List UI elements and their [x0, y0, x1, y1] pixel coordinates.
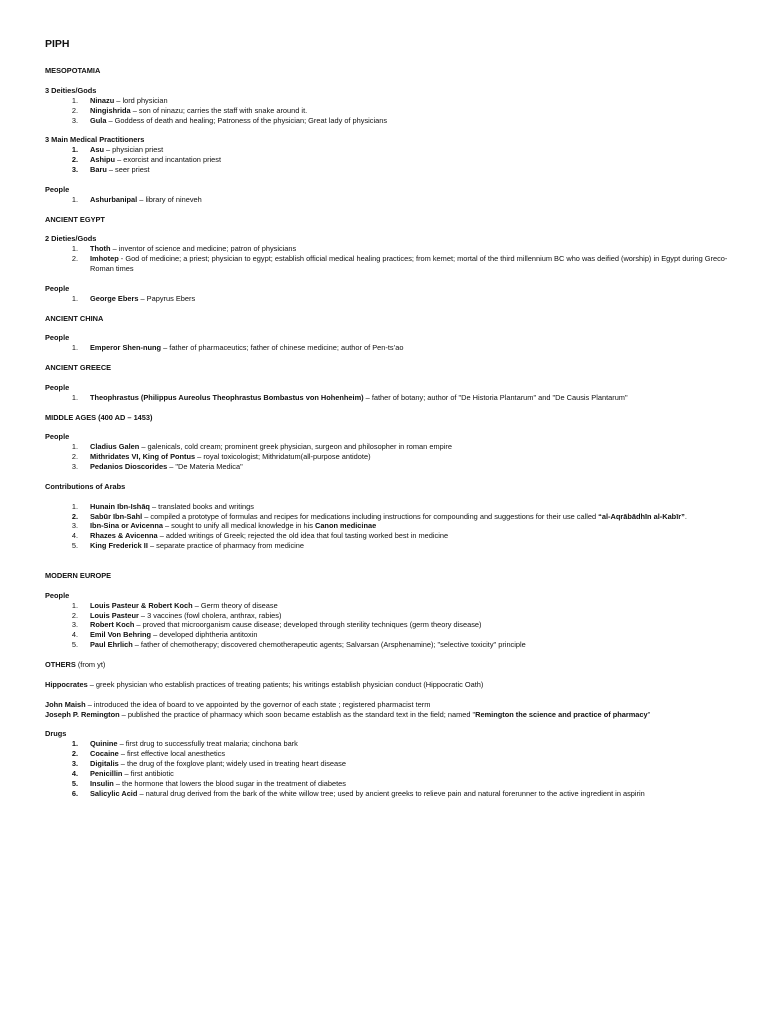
list-number: 1. [71, 244, 78, 254]
subheading: Contributions of Arabs [45, 481, 126, 491]
item-desc: – seer priest [106, 165, 150, 175]
subheading: 3 Main Medical Practitioners [45, 135, 145, 145]
section-heading: MODERN EUROPE [45, 570, 112, 580]
item-emphasis: “al-Aqrābādhīn al-Kabīr” [598, 511, 685, 521]
list [45, 244, 735, 274]
section-heading-line [45, 660, 735, 670]
item-name: Salicylic Acid [90, 788, 138, 798]
list-item-text [90, 521, 735, 531]
list-item-text [90, 195, 735, 205]
item-desc: – physician priest [103, 145, 164, 155]
list-number: 1. [71, 194, 78, 204]
list-item [45, 106, 735, 116]
item-desc: – inventor of science and medicine; patron of physicians [110, 244, 297, 254]
item-name: Asu [90, 145, 104, 155]
list-item [45, 759, 735, 769]
list-number: 2. [71, 105, 78, 115]
list-number: 3. [71, 115, 78, 125]
list-number: 1. [71, 501, 78, 511]
subheading: People [45, 283, 70, 293]
item-name: King Frederick II [90, 541, 148, 551]
list-number: 2. [71, 610, 78, 620]
list-item-text [90, 531, 735, 541]
section-heading: MESOPOTAMIA [45, 66, 101, 75]
list-number: 1. [71, 392, 78, 402]
item-desc: – proved that microorganism cause disease; developed through sterility techniques (germ theory disease) [134, 620, 482, 630]
item-name: Ashurbanipal [90, 194, 138, 204]
list-number: 1. [71, 343, 78, 353]
list-number: 2. [71, 155, 78, 165]
list-item-text [90, 630, 735, 640]
list-item-text [90, 769, 735, 779]
person-desc: – greek physician who establish practices of treating patients; his writings establish physician conduct (Hippocratic Oath) [87, 679, 484, 689]
list-item [45, 601, 735, 611]
heading-note: (from yt) [75, 660, 106, 670]
item-desc: – "De Materia Medica" [167, 462, 243, 472]
list [45, 96, 735, 126]
list-number: 4. [71, 630, 78, 640]
list-item-text [90, 155, 735, 165]
item-name: Gula [90, 115, 107, 125]
item-name: Baru [90, 165, 107, 175]
list-item-text [90, 116, 735, 126]
item-name: Hunain Ibn-Ishāq [90, 501, 150, 511]
list [45, 442, 735, 472]
item-name: Cocaine [90, 749, 119, 759]
item-desc: – added writings of Greek; rejected the old idea that foul tasting worked best in medicine [157, 531, 449, 541]
document-page [45, 38, 735, 799]
item-desc: – royal toxicologist; Mithridatum(all-purpose antidote) [195, 452, 371, 462]
person-name: John Maish [45, 699, 86, 709]
subheading: People [45, 382, 70, 392]
section-middle-ages [45, 413, 735, 571]
list-item-text [90, 244, 735, 254]
list-number: 6. [71, 788, 78, 798]
list-item-text [90, 106, 735, 116]
list-item-text [90, 611, 735, 621]
subheading: 2 Dieties/Gods [45, 234, 97, 244]
document-title: PIPH [45, 38, 70, 50]
list-item-text [90, 254, 735, 274]
item-name: Ashipu [90, 155, 116, 165]
person-desc: – published the practice of pharmacy which soon became establish as the standard text in the field; named " [119, 709, 476, 719]
person-name: Hippocrates [45, 679, 88, 689]
list-number: 1. [71, 739, 78, 749]
list-number: 5. [71, 778, 78, 788]
item-desc: – developed diphtheria antitoxin [151, 630, 258, 640]
list [45, 739, 735, 798]
list-item-text [90, 462, 735, 472]
section-others [45, 660, 735, 799]
section-heading: ANCIENT GREECE [45, 363, 112, 373]
item-name: Insulin [90, 778, 114, 788]
subheading: Drugs [45, 729, 67, 739]
subheading: People [45, 432, 70, 442]
item-name: Ningishrida [90, 105, 131, 115]
list [45, 502, 735, 552]
section-heading: MIDDLE AGES (400 AD – 1453) [45, 412, 153, 422]
section-egypt [45, 215, 735, 314]
item-name: Digitalis [90, 759, 119, 769]
list-item-text [90, 789, 735, 799]
item-name: Paul Ehrlich [90, 640, 133, 650]
item-name: George Ebers [90, 293, 139, 303]
item-desc: - God of medicine; a priest; physician to egypt; establish official medical healing practices; from kemet; mortal of the third millennium BC who was deified (worship) in Egypt during Greco-Roman times [90, 254, 728, 274]
list-item [45, 452, 735, 462]
list-item [45, 393, 735, 403]
item-desc: – galenicals, cold cream; prominent greek physician, surgeon and philosopher in roman empire [139, 442, 452, 452]
list-number: 1. [71, 145, 78, 155]
item-desc: – natural drug derived from the bark of the white willow tree; used by ancient greeks to relieve pain and natural forerunner to the active ingredient in aspirin [137, 788, 645, 798]
list-item [45, 343, 735, 353]
subheading: People [45, 184, 70, 194]
item-desc: – translated books and writings [149, 501, 254, 511]
subheading: People [45, 333, 70, 343]
item-desc: – first antibiotic [122, 769, 174, 779]
list-number: 3. [71, 521, 78, 531]
list-number: 3. [71, 759, 78, 769]
list-item-text [90, 145, 735, 155]
list-item [45, 640, 735, 650]
list-item [45, 116, 735, 126]
item-name: Imhotep [90, 254, 119, 264]
item-name: Robert Koch [90, 620, 135, 630]
list-number: 2. [71, 749, 78, 759]
list-item [45, 96, 735, 106]
item-desc: – the hormone that lowers the blood sugar in the treatment of diabetes [113, 778, 346, 788]
book-title: Remington the science and practice of pharmacy [475, 709, 648, 719]
section-china [45, 314, 735, 364]
list-item [45, 512, 735, 522]
list-item [45, 739, 735, 749]
item-emphasis: Canon medicinae [314, 521, 377, 531]
item-desc: – son of ninazu; carries the staff with snake around it. [130, 105, 308, 115]
list-item [45, 769, 735, 779]
list-number: 1. [71, 442, 78, 452]
list-item [45, 531, 735, 541]
item-desc: – Germ theory of disease [192, 600, 278, 610]
list-item [45, 294, 735, 304]
list-item [45, 244, 735, 254]
list-item-text [90, 452, 735, 462]
section-heading: ANCIENT CHINA [45, 313, 104, 323]
list-item-text [90, 779, 735, 789]
list-number: 2. [71, 511, 78, 521]
list-item-text [90, 620, 735, 630]
list-item-text [90, 512, 735, 522]
list-item [45, 521, 735, 531]
item-name: Quinine [90, 739, 118, 749]
list-item-text [90, 393, 735, 403]
section-heading: ANCIENT EGYPT [45, 214, 105, 224]
list-item-text [90, 165, 735, 175]
section-greece [45, 363, 735, 413]
item-tail: . [684, 511, 687, 521]
list-item [45, 620, 735, 630]
paragraph-remington [45, 710, 735, 720]
item-name: Penicillin [90, 769, 123, 779]
item-name: Emperor Shen-nung [90, 343, 162, 353]
list [45, 294, 735, 304]
item-desc: – Goddess of death and healing; Patroness of the physician; Great lady of physicians [106, 115, 388, 125]
item-desc: – lord physician [114, 95, 168, 105]
list-item [45, 749, 735, 759]
list-item [45, 442, 735, 452]
item-name: Pedanios Dioscorides [90, 462, 168, 472]
item-desc: – compiled a prototype of formulas and recipes for medications including instructions for compounding and suggestions for their use called [142, 511, 599, 521]
list-item-text [90, 601, 735, 611]
person-desc: – introduced the idea of board to ve appointed by the governor of each state ; registered pharmacist term [85, 699, 431, 709]
item-desc: – the drug of the foxglove plant; widely used in treating heart disease [118, 759, 346, 769]
list [45, 343, 735, 353]
list-item-text [90, 739, 735, 749]
list-item [45, 254, 735, 274]
list-item [45, 789, 735, 799]
list-item [45, 541, 735, 551]
paragraph-maish [45, 700, 735, 710]
item-desc: – father of pharmaceutics; father of chinese medicine; author of Pen-ts’ao [161, 343, 404, 353]
list-item-text [90, 294, 735, 304]
item-desc: – father of chemotherapy; discovered chemotherapeutic agents; Salvarsan (Arsphenamine); "selective toxicity" principle [132, 640, 526, 650]
list-item-text [90, 96, 735, 106]
item-desc: – 3 vaccines (fowl cholera, anthrax, rabies) [138, 610, 282, 620]
list-number: 2. [71, 254, 78, 264]
item-name: Emil Von Behring [90, 630, 152, 640]
list-item [45, 165, 735, 175]
closing-quote: " [647, 709, 651, 719]
list-item [45, 155, 735, 165]
subheading: 3 Deities/Gods [45, 85, 97, 95]
item-name: Rhazes & Avicenna [90, 531, 158, 541]
item-desc: – library of nineveh [137, 194, 202, 204]
item-name: Theophrastus (Philippus Aureolus Theophrastus Bombastus von Hohenheim) [90, 392, 364, 402]
section-modern-europe [45, 571, 735, 660]
item-desc: – father of botany; author of "De Historia Plantarum" and "De Causis Plantarum" [363, 392, 628, 402]
list-item [45, 611, 735, 621]
list-item-text [90, 442, 735, 452]
list-item-text [90, 541, 735, 551]
list-number: 3. [71, 462, 78, 472]
list-number: 3. [71, 165, 78, 175]
item-desc: – first drug to successfully treat malaria; cinchona bark [117, 739, 298, 749]
list-item-text [90, 749, 735, 759]
list-number: 2. [71, 452, 78, 462]
paragraph-hippocrates [45, 680, 735, 690]
subheading: People [45, 590, 70, 600]
person-name: Joseph P. Remington [45, 709, 120, 719]
item-desc: – Papyrus Ebers [138, 293, 196, 303]
list [45, 393, 735, 403]
item-name: Cladius Galen [90, 442, 140, 452]
list-item [45, 779, 735, 789]
list [45, 145, 735, 175]
item-name: Ibn-Sina or Avicenna [90, 521, 163, 531]
item-desc: – sought to unify all medical knowledge in his [162, 521, 315, 531]
item-desc: – first effective local anesthetics [118, 749, 226, 759]
list-item-text [90, 343, 735, 353]
list-item [45, 195, 735, 205]
list-item-text [90, 502, 735, 512]
item-desc: – exorcist and incantation priest [115, 155, 222, 165]
list-number: 3. [71, 620, 78, 630]
list-number: 1. [71, 95, 78, 105]
item-desc: – separate practice of pharmacy from medicine [147, 541, 305, 551]
item-name: Louis Pasteur & Robert Koch [90, 600, 193, 610]
list-item-text [90, 640, 735, 650]
item-name: Ninazu [90, 95, 115, 105]
item-name: Louis Pasteur [90, 610, 139, 620]
item-name: Thoth [90, 244, 111, 254]
list-number: 1. [71, 293, 78, 303]
section-mesopotamia [45, 66, 735, 215]
list-number: 5. [71, 541, 78, 551]
list-item [45, 145, 735, 155]
list-item-text [90, 759, 735, 769]
list [45, 601, 735, 651]
list-item [45, 630, 735, 640]
section-heading: OTHERS [45, 660, 76, 670]
item-name: Mithridates VI, King of Pontus [90, 452, 196, 462]
list [45, 195, 735, 205]
list-number: 5. [71, 640, 78, 650]
item-name: Sabūr Ibn-Sahl [90, 511, 143, 521]
list-item [45, 462, 735, 472]
list-number: 4. [71, 531, 78, 541]
list-item [45, 502, 735, 512]
list-number: 4. [71, 769, 78, 779]
list-number: 1. [71, 600, 78, 610]
